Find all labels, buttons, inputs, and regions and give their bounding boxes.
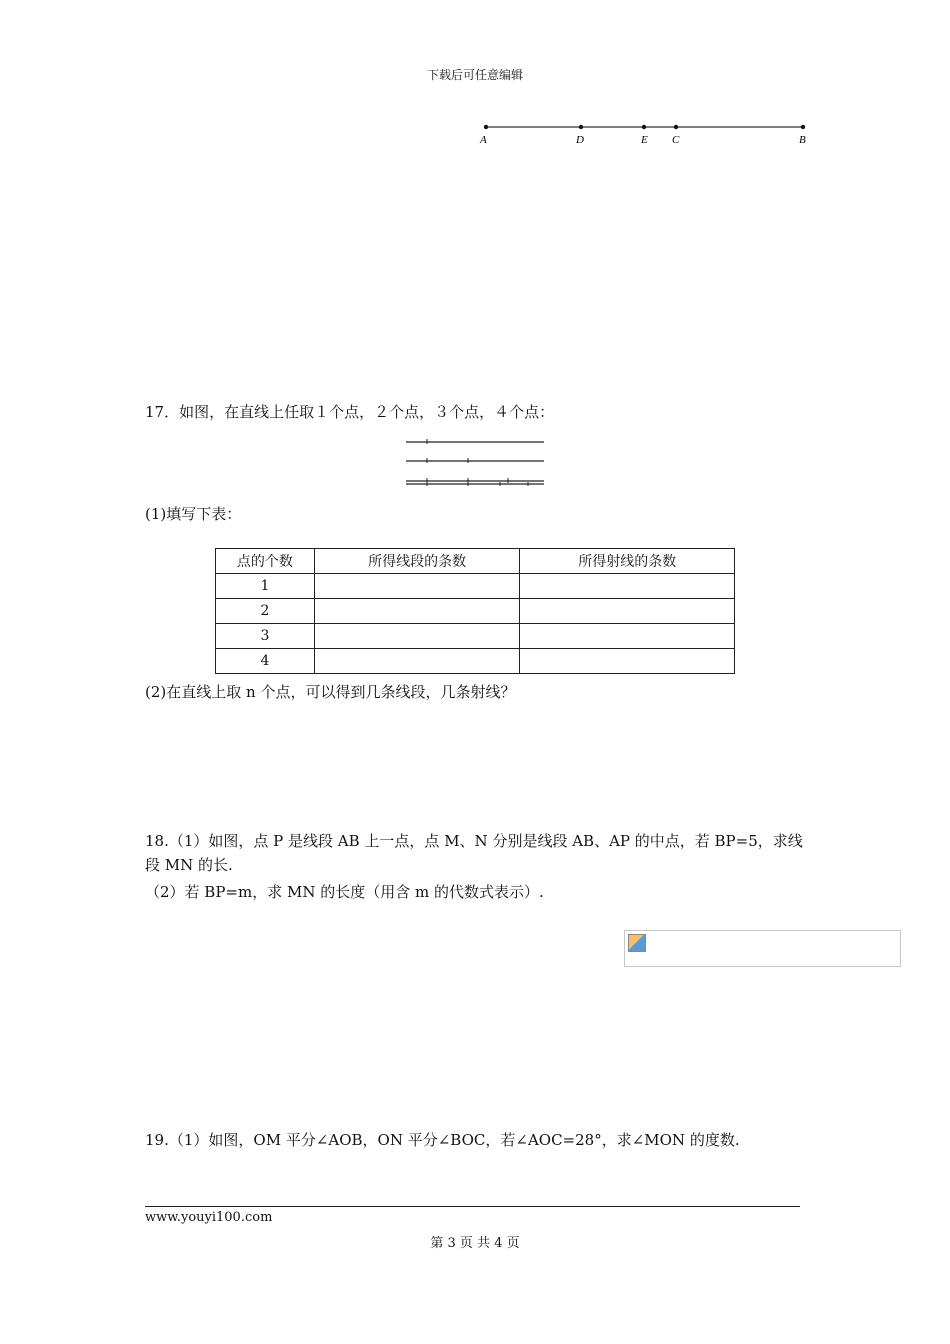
table-cell: 1 <box>216 574 315 599</box>
table-header: 所得线段的条数 <box>314 549 520 574</box>
table-cell <box>314 649 520 674</box>
broken-image-icon <box>628 934 646 952</box>
table-cell: 3 <box>216 624 315 649</box>
table-header: 所得射线的条数 <box>520 549 735 574</box>
table-cell <box>520 599 735 624</box>
image-placeholder <box>624 930 901 967</box>
point-a <box>484 125 488 129</box>
question-17-part-2: (2)在直线上取 n 个点，可以得到几条线段，几条射线？ <box>145 683 516 701</box>
table-row <box>216 649 735 674</box>
answer-table <box>215 548 735 674</box>
table-cell: 4 <box>216 649 315 674</box>
table-cell <box>314 574 520 599</box>
footer-divider <box>145 1206 800 1207</box>
point-b <box>801 125 805 129</box>
point-c <box>674 125 678 129</box>
table-cell <box>520 649 735 674</box>
table-row <box>216 599 735 624</box>
segment-figure <box>470 115 820 155</box>
table-cell <box>314 599 520 624</box>
label-d: D <box>576 134 584 146</box>
question-18-part-2: （2）若 BP=m，求 MN 的长度（用含 m 的代数式表示）. <box>145 883 544 901</box>
label-c: C <box>672 134 680 146</box>
label-e: E <box>641 134 648 146</box>
label-a: A <box>480 134 487 146</box>
point-d <box>579 125 583 129</box>
page-number: 第 3 页 共 4 页 <box>430 1236 520 1251</box>
question-17: 17．如图，在直线上任取１个点，２个点，３个点，４个点： <box>145 403 555 421</box>
question-19: 19.（1）如图，OM 平分∠AOB，ON 平分∠BOC，若∠AOC=28°，求∠MON 的度数. <box>145 1131 740 1149</box>
question-17-part-1: (1)填写下表： <box>145 505 242 523</box>
page-header: 下载后可任意编辑 <box>426 68 523 82</box>
table-cell <box>520 574 735 599</box>
footer-url: www.youyi100.com <box>145 1210 273 1225</box>
table-row <box>216 574 735 599</box>
table-header: 点的个数 <box>216 549 315 574</box>
point-e <box>642 125 646 129</box>
table-cell <box>520 624 735 649</box>
table-cell: 2 <box>216 599 315 624</box>
table-row <box>216 624 735 649</box>
lines-figure <box>400 424 550 486</box>
table-header-row <box>216 549 735 574</box>
question-18-part-1: 18.（1）如图，点 P 是线段 AB 上一点，点 M、N 分别是线段 AB、AP 的中点，若 BP=5，求线段 MN 的长. <box>145 832 803 874</box>
label-b: B <box>799 134 806 146</box>
table-cell <box>314 624 520 649</box>
